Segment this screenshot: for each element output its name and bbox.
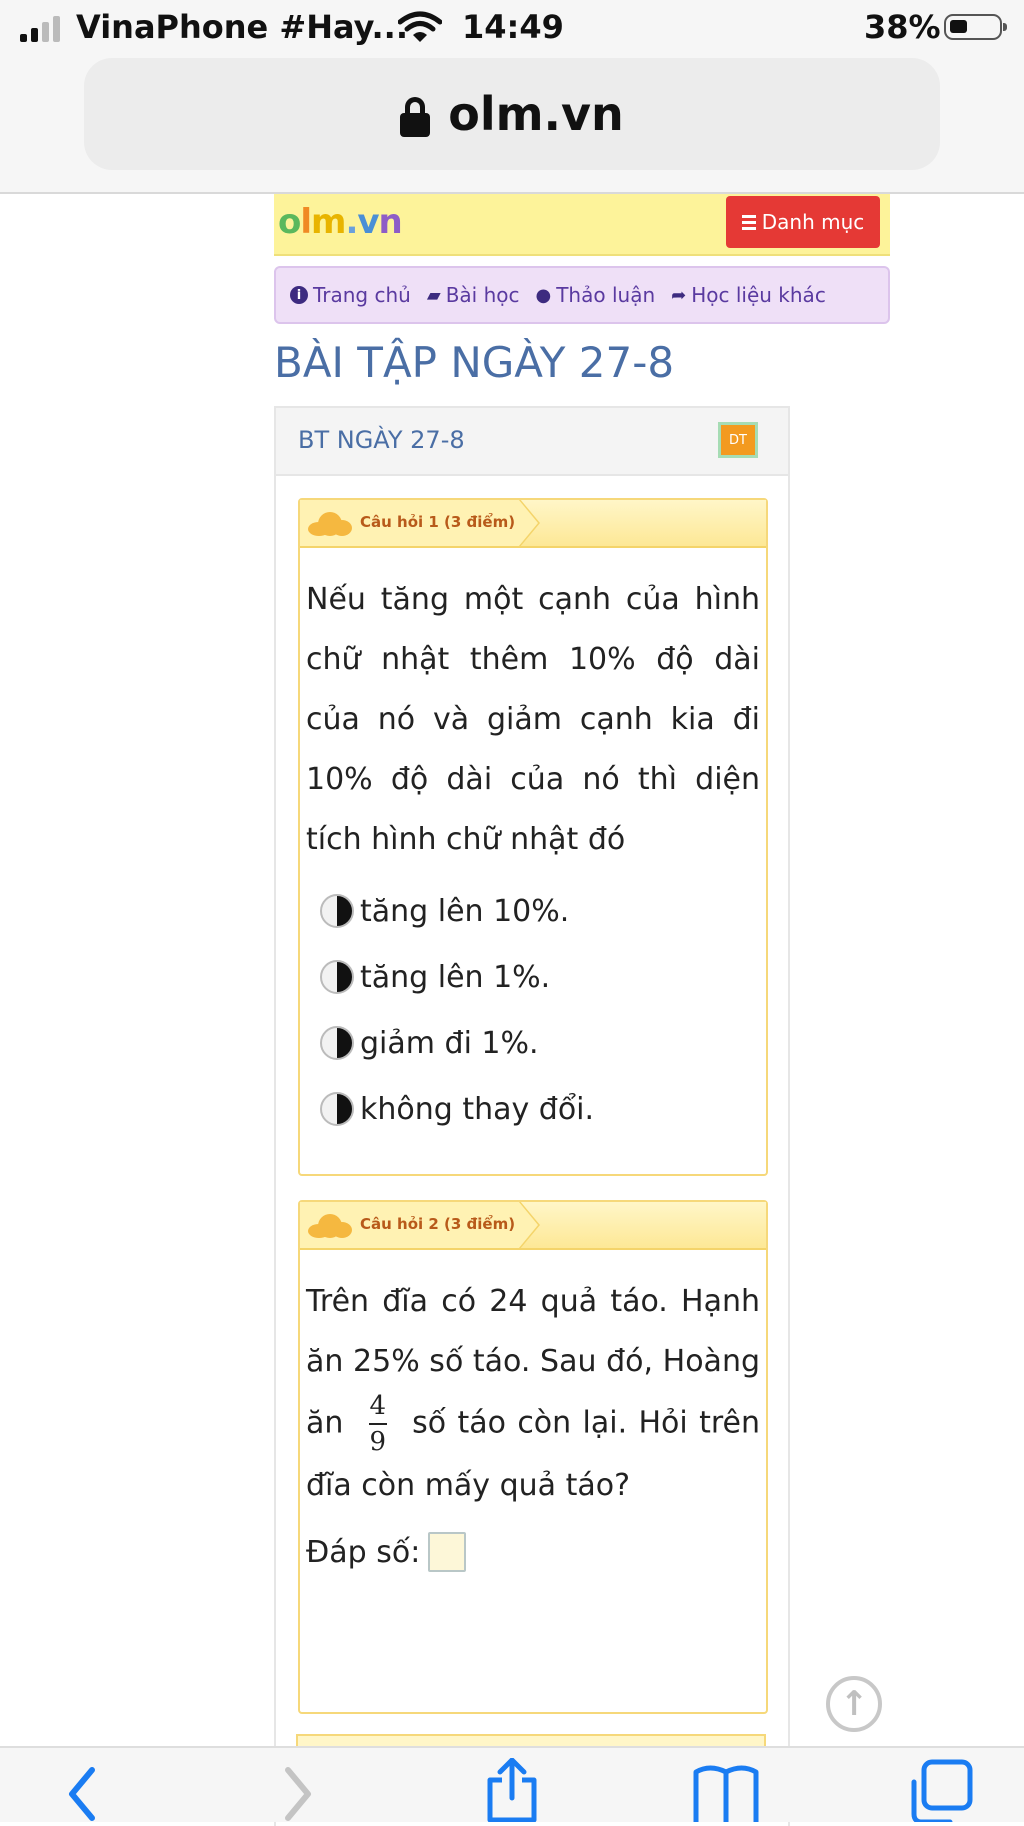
radio-button[interactable] — [320, 1092, 354, 1126]
clock: 14:49 — [462, 8, 564, 46]
question-text-part: Trên đĩa có 24 quả táo. Hạnh ăn 25% số táo. Sau đó, Hoàng ăn — [306, 1284, 760, 1441]
radio-button[interactable] — [320, 894, 354, 928]
chat-icon: ● — [535, 284, 552, 306]
page-title: BÀI TẬP NGÀY 27-8 — [274, 338, 675, 387]
menu-button-label: Danh mục — [761, 210, 865, 234]
option-1[interactable] — [320, 878, 766, 944]
question-text: Nếu tăng một cạnh của hình chữ nhật thêm 10% độ dài của nó và giảm cạnh kia đi 10% độ dài của nó thì diện tích hình chữ nhật đó — [306, 582, 760, 857]
answer-row — [300, 1516, 766, 1572]
dt-badge[interactable]: DT — [718, 422, 758, 458]
options-list — [300, 870, 766, 1142]
bookmarks-icon[interactable] — [692, 1758, 760, 1822]
option-label: tăng lên 10%. — [360, 893, 570, 929]
nav-item-label: Trang chủ — [313, 283, 411, 307]
fraction — [369, 1392, 387, 1456]
info-icon: i — [290, 286, 308, 304]
nav-item-label: Thảo luận — [556, 283, 656, 307]
fraction-numerator: 4 — [369, 1391, 387, 1421]
question-header — [300, 1202, 766, 1250]
card-title: BT NGÀY 27-8 — [298, 426, 465, 454]
status-bar — [0, 0, 1024, 58]
browser-toolbar — [0, 1746, 1024, 1822]
answer-label: Đáp số: — [306, 1534, 421, 1570]
option-2[interactable] — [320, 944, 766, 1010]
question-header — [300, 500, 766, 548]
book-icon: ▰ — [426, 284, 441, 306]
browser-address-area — [0, 58, 1024, 194]
nav-item-discussion[interactable] — [536, 283, 656, 307]
option-label: tăng lên 1%. — [360, 959, 551, 995]
address-bar[interactable] — [84, 58, 940, 170]
signal-icon — [20, 14, 60, 42]
menu-button[interactable] — [726, 196, 880, 248]
list-icon — [742, 215, 756, 230]
nav-item-label: Bài học — [445, 283, 520, 307]
tabs-icon[interactable] — [906, 1758, 974, 1822]
lock-icon — [400, 97, 430, 137]
fraction-denominator: 9 — [369, 1427, 387, 1457]
cloud-icon — [308, 1214, 352, 1238]
scroll-to-top-button[interactable] — [826, 1676, 882, 1732]
share-icon[interactable] — [484, 1758, 540, 1822]
question-text-part: số táo còn lại. Hỏi trên đĩa còn mấy quả táo? — [306, 1405, 760, 1503]
arrow-up-icon: ↑ — [839, 1684, 869, 1724]
back-icon[interactable] — [62, 1758, 102, 1822]
main-nav — [274, 266, 890, 324]
question-text — [300, 1250, 766, 1516]
radio-button[interactable] — [320, 1026, 354, 1060]
battery-percent: 38% — [864, 8, 941, 46]
option-4[interactable] — [320, 1076, 766, 1142]
nav-item-lessons[interactable] — [427, 283, 520, 307]
site-logo[interactable]: olm.vn — [278, 202, 402, 242]
option-label: giảm đi 1%. — [360, 1025, 539, 1061]
wifi-icon — [398, 10, 442, 44]
site-header — [274, 194, 890, 256]
card-header — [276, 408, 788, 476]
nav-item-label: Học liệu khác — [691, 283, 826, 307]
radio-button[interactable] — [320, 960, 354, 994]
question-label: Câu hỏi 1 (3 điểm) — [360, 513, 516, 531]
question-2 — [298, 1200, 768, 1714]
nav-item-other-materials[interactable] — [671, 283, 826, 307]
option-3[interactable] — [320, 1010, 766, 1076]
share-arrow-icon: ➦ — [671, 284, 687, 306]
cloud-icon — [308, 512, 352, 536]
question-label: Câu hỏi 2 (3 điểm) — [360, 1215, 516, 1233]
option-label: không thay đổi. — [360, 1091, 595, 1127]
forward-icon[interactable] — [278, 1758, 318, 1822]
exercise-card — [274, 406, 790, 1826]
url-text: olm.vn — [448, 87, 624, 141]
answer-input[interactable] — [428, 1532, 466, 1572]
nav-item-home[interactable] — [290, 283, 411, 307]
carrier-name: VinaPhone #Hay... — [76, 8, 408, 46]
question-1 — [298, 498, 768, 1176]
battery-icon — [944, 14, 1002, 40]
